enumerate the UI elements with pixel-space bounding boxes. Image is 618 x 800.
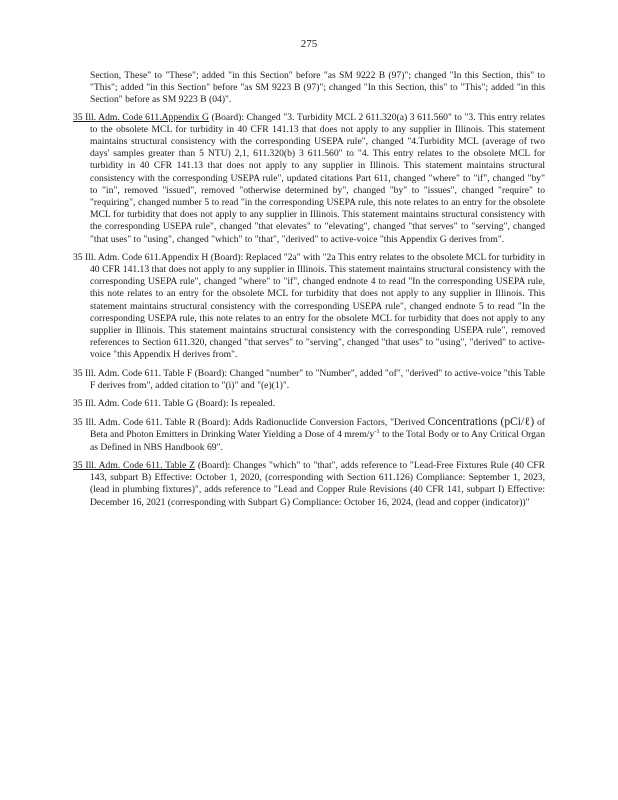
entry-citation: 35 Ill. Adm. Code 611. Table R — [73, 417, 196, 429]
entry-citation: 35 Ill. Adm. Code 611. Table F — [73, 367, 193, 379]
entry-appendix-g — [73, 112, 545, 246]
entry-text: (Board): Changed "number" to "Number", added "of", "derived" to active-voice "this Table F derives from", added citation to "(i)" and "(e)(1)". — [90, 367, 546, 391]
superscript: -1 — [374, 428, 380, 436]
entry-continuation — [73, 70, 545, 107]
entry-text: (Board): Is repealed. — [195, 398, 276, 410]
page-number: 275 — [300, 38, 318, 50]
entry-table-z — [73, 460, 545, 509]
entry-text: Section, These" to "These"; added "in this Section" before "as SM 9222 B (97)"; changed "In this Section, this" to "This"; added "in this Section" before "as SM 9223 B (97)"; changed "In this Section, this" to "This"; added "in this Section" before as SM 9223 B (04)". — [90, 70, 545, 106]
entry-text-emphasis: Concentrations (pCi/ℓ) — [427, 416, 535, 429]
document-body — [73, 70, 545, 515]
entry-text: of Beta and Photon Emitters in Drinking Water Yielding a Dose of 4 mrem/y — [90, 417, 545, 441]
entry-text: (Board): Changes "which" to "that", adds reference to "Lead-Free Fixtures Rule (40 CFR 143, subpart B) Effective: October 1, 2020, (corresponding with Section 611.126) Compliance: September 1, 2023, (lead in plumbing fixtures)", adds reference to "Lead and Copper Rule Revisions (40 CFR 141, subpart I) Effective: December 16, 2021 (corresponding with Subpart G) Compliance: October 16, 2024, (lead and copper (indicator))" — [90, 459, 545, 508]
entry-citation: 35 Ill. Adm. Code 611. Table Z — [73, 459, 195, 471]
entry-text: (Board): Adds Radionuclide Conversion Factors, "Derived — [198, 417, 425, 429]
entry-text: (Board): Replaced "2a" with "2a This entry relates to the obsolete MCL for turbidity in 40 CFR 141.13 that does not apply to any supplier in Illinois. This statement maintains structural consistency with the corresponding USEPA rule", changed "where" to "if", changed endnote 4 to read "In the corresponding USEPA rule, this note relates to an entry for the obsolete MCL for turbidity that does not apply to any supplier in Illinois. This statement maintains structural consistency with the corresponding USEPA rule", changed endnote 5 to read "In the corresponding USEPA rule, this note relates to an entry for the obsolete MCL for turbidity that does not apply to any supplier in Illinois. This statement maintains structural consistency with the corresponding USEPA rule", removed references to Section 611.320, changed "that serves" to "serving", changed "that uses" to "using", "derived" to active-voice "this Appendix H derives from". — [90, 251, 546, 361]
entry-table-g — [73, 398, 545, 410]
entry-citation: 35 Ill. Adm. Code 611.Appendix G — [73, 111, 209, 123]
entry-appendix-h — [73, 252, 545, 362]
entry-text: to the Total Body or to Any Critical Organ as Defined in NBS Handbook 69". — [90, 429, 545, 453]
entry-table-r — [73, 416, 545, 454]
entry-citation: 35 Ill. Adm. Code 611.Appendix H — [73, 251, 209, 263]
entry-text: (Board): Changed "3. Turbidity MCL 2 611.320(a) 3 611.560" to "3. This entry relates to the obsolete MCL for turbidity in 40 CFR 141.13 that does not apply to any supplier in Illinois. This statement maintains structural consistency with the corresponding USEPA rule", changed "4.Turbidity MCL (average of two days' samples greater than 5 NTU) 2,1, 611.320(b) 3 611.560" to "4. This entry relates to the obsolete MCL for turbidity in 40 CFR 141.13 that does not apply to any supplier in Illinois. This statement maintains structural consistency with the corresponding USEPA rule", updated citations Part 611, changed "where" to "if", changed "by" to "in", removed "issued", removed "otherwise determined by", changed "by" to "issues", changed "require" to "requiring", changed number 5 to read "in the corresponding USEPA rule, this note relates to an entry for the obsolete MCL for turbidity that does not apply to any supplier in Illinois. This statement maintains structural consistency with the corresponding USEPA rule", changed "that elevates" to "elevating", changed "that serves" to "serving", changed "that uses" to "using", changed "which" to "that", "derived" to active-voice "this Appendix G derives from". — [90, 111, 545, 245]
entry-table-f — [73, 368, 545, 392]
entry-citation: 35 Ill. Adm. Code 611. Table G — [73, 398, 194, 410]
